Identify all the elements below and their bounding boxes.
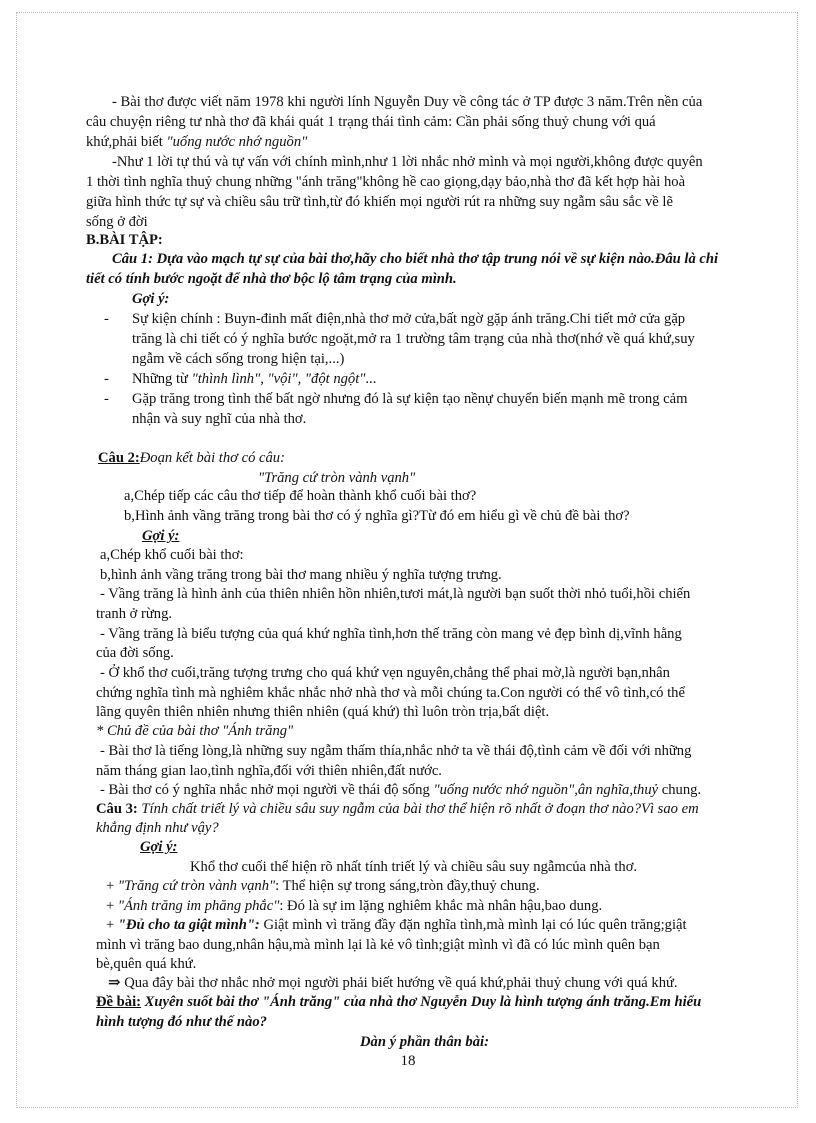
- cau2-c1-line2: tranh ở rừng.: [96, 606, 173, 622]
- intro-p1-line2: câu chuyện riêng tư nhà thơ đã khái quát 1 trạng thái tình cảm: Cần phải sống thuỷ chung với quá: [86, 114, 656, 130]
- cau2-a-answer: a,Chép khổ cuối bài thơ:: [100, 547, 244, 563]
- cau2-d2-text: - Bài thơ có ý nghĩa nhắc nhở mọi người về thái độ sống: [100, 782, 434, 798]
- cau3-point3-text: Giật mình vì trăng đầy đặn nghĩa tình,mà mình lại có lúc quên trăng;giật: [259, 917, 687, 933]
- outline-heading: Dàn ý phần thân bài:: [360, 1034, 489, 1050]
- cau2-quote: "Trăng cứ tròn vành vạnh": [258, 470, 416, 486]
- cau1-bullet2-text: Những từ: [132, 371, 192, 387]
- cau2-d2-quote: "uống nước nhớ nguồn",ân nghĩa,thuỷ: [433, 782, 659, 798]
- cau2-d1-line1: - Bài thơ là tiếng lòng,là những suy ngẫm thấm thía,nhắc nhở ta về thái độ,tình cảm về đối với những: [100, 743, 692, 759]
- cau2-c1-line1: - Vầng trăng là hình ảnh của thiên nhiên hồn nhiên,tươi mát,là người bạn suốt thời nhỏ tuổi,hồi chiến: [100, 586, 691, 602]
- cau2-c3-line3: lãng quyên thiên nhiên nhưng thiên nhiên (quá khứ) thì luôn tròn trịa,bất diệt.: [96, 704, 550, 720]
- cau2-c3-line1: - Ở khổ thơ cuối,trăng tượng trưng cho quá khứ vẹn nguyên,chẳng thể phai mờ,là người bạn,nhân: [100, 665, 670, 681]
- cau2-b-answer: b,hình ảnh vầng trăng trong bài thơ mang nhiều ý nghĩa tượng trưng.: [100, 567, 502, 583]
- cau3-point3-plus: +: [106, 917, 118, 933]
- cau3-point1-text: : Thể hiện sự trong sáng,tròn đầy,thuỷ chung.: [275, 878, 540, 894]
- cau1-bullet3-line1: Gặp trăng trong tình thế bất ngờ nhưng đó là sự kiện tạo nềnự chuyển biến mạnh mẽ trong cảm: [132, 391, 688, 407]
- cau1-bullet1-dash: -: [104, 311, 109, 327]
- cau2-d1-line2: năm tháng gian lao,tình nghĩa,đối với thiên nhiên,đất nước.: [96, 763, 442, 779]
- cau2-theme-heading: * Chủ đề của bài thơ "Ánh trăng": [96, 723, 294, 739]
- cau2-label: Câu 2:: [98, 450, 140, 466]
- de-bai-line2: hình tượng đó như thế nào?: [96, 1014, 267, 1030]
- cau1-goi-y: Gợi ý:: [132, 291, 170, 307]
- cau2-qa: a,Chép tiếp các câu thơ tiếp để hoàn thành khổ cuối bài thơ?: [124, 488, 477, 504]
- cau1-bullet3-line2: nhận và suy nghĩ của nhà thơ.: [132, 411, 307, 427]
- intro-p2-line3: giữa hình thức tự sự và chiều sâu trữ tình,từ đó khiến mọi người rút ra những suy ngẫm sâu sắc về lẽ: [86, 194, 673, 210]
- cau2-goi-y: Gợi ý:: [142, 528, 180, 544]
- cau1-bullet1-line1: Sự kiện chính : Buyn-đinh mất điện,nhà thơ mở cửa,bất ngờ gặp ánh trăng.Chi tiết mở cửa gặp: [132, 311, 686, 327]
- cau2-qb: b,Hình ảnh vầng trăng trong bài thơ có ý nghĩa gì?Từ đó em hiểu gì về chủ đề bài thơ?: [124, 508, 630, 524]
- bai-tap-heading: B.BÀI TẬP:: [86, 232, 163, 248]
- cau3-goi-y: Gợi ý:: [140, 839, 178, 855]
- cau3-question-line1: [96, 799, 699, 819]
- intro-p2-line2: 1 thời tình nghĩa thuỷ chung những "ánh trăng"không hề cao giọng,dạy bảo,nhà thơ đã kết hợp hài hoà: [86, 174, 686, 190]
- cau1-bullet2-dash: -: [104, 371, 109, 387]
- cau3-point2: [106, 896, 602, 916]
- cau1-label: Câu 1:: [112, 251, 153, 267]
- cau3-point3-line2: mình vì trăng bao dung,nhân hậu,mà mình lại là kẻ vô tình;giật mình vì đã có lúc mình quên bạn: [96, 937, 660, 953]
- cau2-c2-line1: - Vầng trăng là biểu tượng của quá khứ nghĩa tình,hơn thế trăng còn mang vẻ đẹp bình dị,vĩnh hằng: [100, 626, 682, 642]
- de-bai-label: Đề bài:: [96, 994, 141, 1010]
- intro-p1-line3: [86, 132, 307, 152]
- de-bai-text-c: của nhà thơ Nguyễn Duy là hình tượng ánh trăng.Em hiểu: [340, 994, 702, 1010]
- cau2-d2-end: chung.: [658, 782, 702, 798]
- cau1-bullet2-ellipsis: ...: [365, 371, 377, 387]
- cau2-question: [98, 448, 285, 468]
- cau3-question-text: Tính chất triết lý và chiều sâu suy ngẫm của bài thơ thể hiện rõ nhất ở đoạn thơ nào?Vì sao em: [137, 801, 699, 817]
- cau2-d2: [100, 780, 701, 800]
- cau1-bullet2-quote: "thình lình", "vội", "đột ngột": [191, 371, 366, 387]
- intro-p1-line3-text: khứ,phải biết: [86, 134, 167, 150]
- cau1-question-text: Dựa vào mạch tự sự của bài thơ,hãy cho biết nhà thơ tập trung nói về sự kiện nào.Đâu là chi: [152, 251, 719, 267]
- arrow-right-icon: ⇒: [108, 975, 121, 991]
- intro-p1-quote: "uống nước nhớ nguồn": [166, 134, 308, 150]
- cau3-point2-plus: +: [106, 898, 118, 914]
- de-bai-text-a: Xuyên suốt bài thơ: [141, 994, 262, 1010]
- intro-p1-line1: - Bài thơ được viết năm 1978 khi người lính Nguyễn Duy về công tác ở TP được 3 năm.Trên nền của: [112, 94, 703, 110]
- cau1-question-line2: tiết có tính bước ngoặt để nhà thơ bộc lộ tâm trạng của mình.: [86, 271, 457, 287]
- cau2-question-text: Đoạn kết bài thơ có câu:: [139, 450, 285, 466]
- cau3-question-line2: khẳng định như vậy?: [96, 820, 219, 836]
- intro-p2-line4: sống ở đời: [86, 214, 148, 230]
- page-number: 18: [400, 1053, 416, 1069]
- cau1-bullet2: [132, 369, 376, 389]
- cau3-point1-plus: +: [106, 878, 118, 894]
- cau1-bullet1-line3: ngẫm về cách sống trong hiện tại,...): [132, 351, 345, 367]
- cau3-conclusion: [108, 973, 678, 993]
- cau3-point2-quote: "Ánh trăng im phăng phắc": [117, 898, 280, 914]
- cau3-conclusion-text: Qua đây bài thơ nhắc nhở mọi người phải biết hướng về quá khứ,phải thuỷ chung với quá khứ.: [124, 975, 678, 991]
- cau2-c3-line2: chứng nghĩa tình mà nghiêm khắc nhắc nhở nhà thơ và mỗi chúng ta.Con người có thể vô tình,có thể: [96, 685, 685, 701]
- cau3-point1-quote: "Trăng cứ tròn vành vạnh": [117, 878, 276, 894]
- cau3-point3-quote: "Đủ cho ta giật mình":: [117, 917, 260, 933]
- cau3-intro: Khổ thơ cuối thể hiện rõ nhất tính triết lý và chiều sâu suy ngẫmcủa nhà thơ.: [190, 859, 638, 875]
- cau1-question-line1: [112, 249, 718, 269]
- de-bai-line1: [96, 992, 701, 1012]
- intro-p2-line1: -Như 1 lời tự thú và tự vấn với chính mình,như 1 lời nhắc nhở mình và mọi người,không được quyên: [112, 154, 703, 170]
- cau3-label: Câu 3:: [96, 801, 138, 817]
- cau3-point1: [106, 876, 540, 896]
- cau1-bullet3-dash: -: [104, 391, 109, 407]
- cau3-point3-line3: bè,quên quá khứ.: [96, 956, 197, 972]
- cau3-point3-line1: [106, 915, 687, 935]
- cau3-point2-text: : Đó là sự im lặng nghiêm khắc mà nhân hậu,bao dung.: [279, 898, 603, 914]
- cau2-c2-line2: của đời sống.: [96, 645, 174, 661]
- cau1-bullet1-line2: trăng là chi tiết có ý nghĩa bước ngoặt,mở ra 1 trường tâm trạng của nhà thơ(nhớ về quá khứ,suy: [132, 331, 695, 347]
- de-bai-title: "Ánh trăng": [261, 994, 341, 1010]
